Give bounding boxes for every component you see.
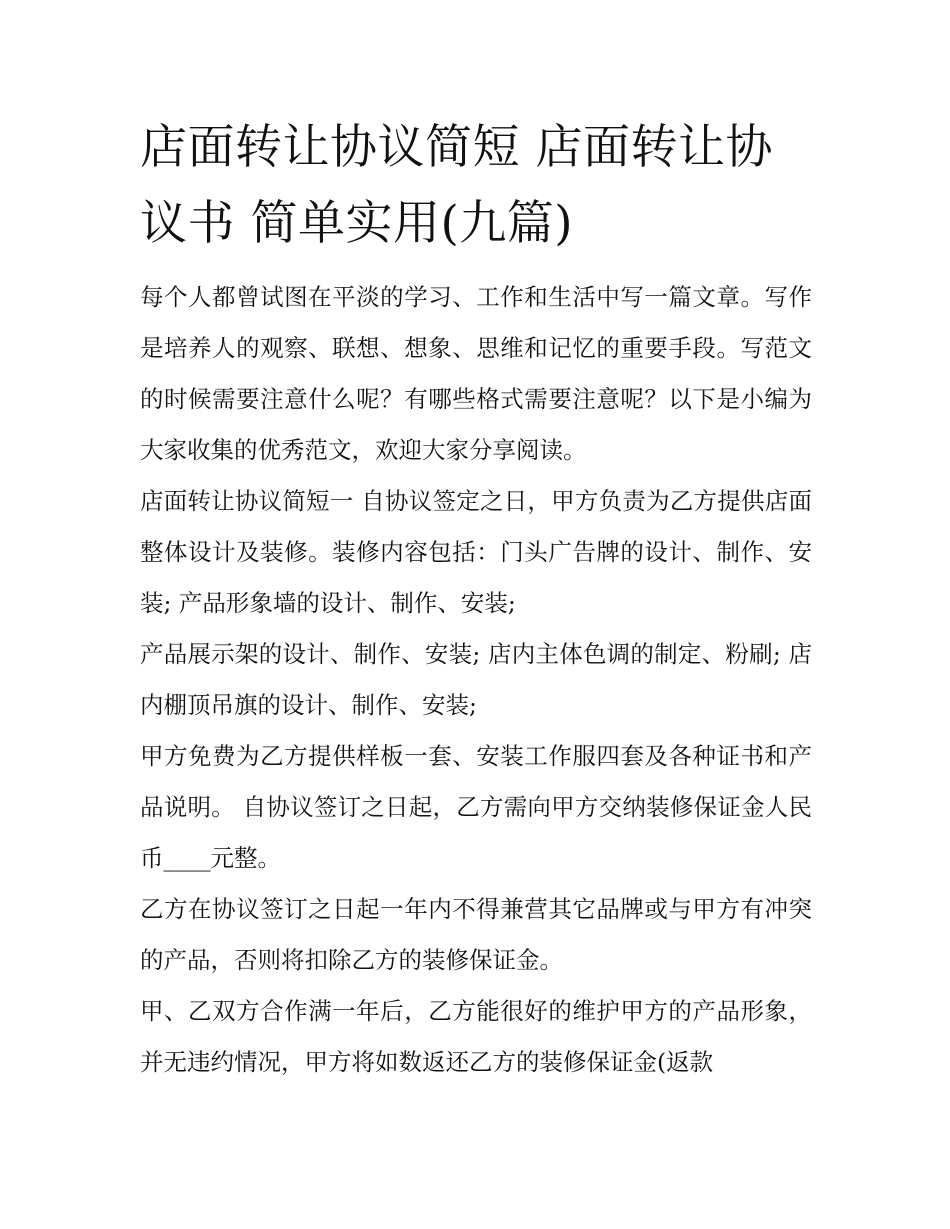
document-content [140, 110, 812, 1088]
document-body [140, 272, 812, 1088]
paragraph-1: 店面转让协议简短一 自协议签定之日，甲方负责为乙方提供店面整体设计及装修。装修内容包括：门头广告牌的设计、制作、安装; 产品形象墙的设计、制作、安装; [140, 487, 812, 617]
paragraph-3: 甲方免费为乙方提供样板一套、安装工作服四套及各种证书和产品说明。 自协议签订之日起，乙方需向甲方交纳装修保证金人民币____元整。 [140, 742, 812, 872]
paragraph-intro: 每个人都曾试图在平淡的学习、工作和生活中写一篇文章。写作是培养人的观察、联想、想象、思维和记忆的重要手段。写范文的时候需要注意什么呢？有哪些格式需要注意呢？以下是小编为大家收集的优秀范文，欢迎大家分享阅读。 [140, 283, 812, 464]
document-title: 店面转让协议简短 店面转让协议书 简单实用(九篇) [140, 120, 773, 251]
paragraph-4: 乙方在协议签订之日起一年内不得兼营其它品牌或与甲方有冲突的产品，否则将扣除乙方的装修保证金。 [140, 895, 812, 974]
paragraph-2: 产品展示架的设计、制作、安装; 店内主体色调的制定、粉刷; 店内棚顶吊旗的设计、制作、安装; [140, 640, 812, 719]
paragraph-5: 甲、乙双方合作满一年后，乙方能很好的维护甲方的产品形象，并无违约情况，甲方将如数返还乙方的装修保证金(返款 [140, 997, 812, 1076]
